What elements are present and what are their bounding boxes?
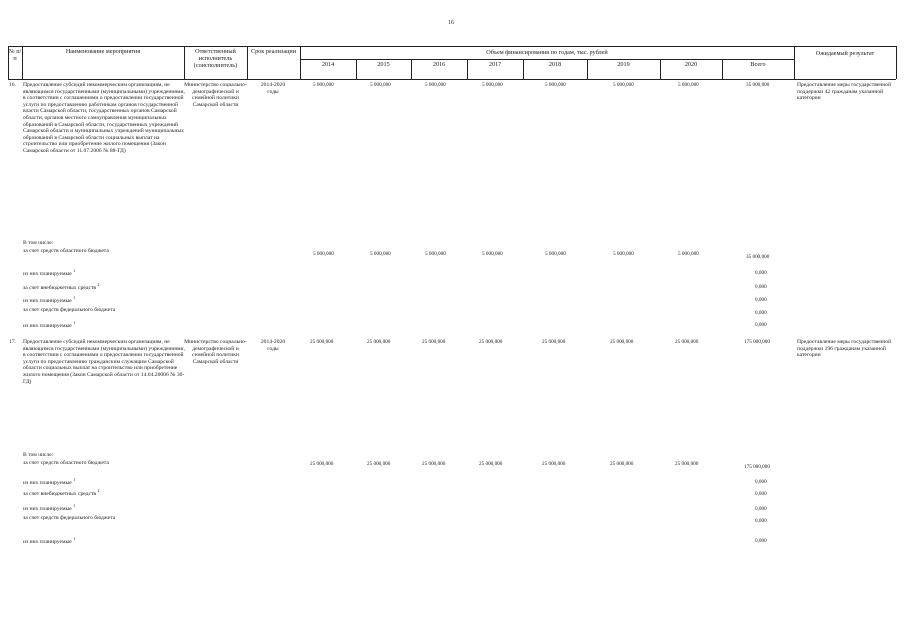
header-year-2016: 2016 <box>432 61 446 68</box>
sub-total: 35 000,000 <box>746 254 770 260</box>
page-number: 16 <box>448 20 454 26</box>
row-value-2015: 5 000,000 <box>370 82 391 88</box>
row-total: 35 000,000 <box>746 82 770 88</box>
sub-value-2014: 5 000,000 <box>313 251 334 257</box>
sub-row-label: из них планируемые $^1$ <box>23 320 76 329</box>
row-value-2014: 25 000,000 <box>310 339 334 345</box>
sub-row-label: из них планируемые $^1$ <box>23 268 76 277</box>
sub-value-2016: 5 000,000 <box>425 251 446 257</box>
row-title: Предоставление субсидий некоммерческим организациям, не являющимся государственными (муниципальными) учреждениями, в соответствии с соглашениями о предоставлении государственной услуги по предоставлению работникам органов государственной власти Самарской области, государственных органов Самарской области, органов местного самоуправления муниципальных образований в Самарской области, государственных учреждений Самарской области и муниципальных учреждений муниципальных образований в Самарской области социальных выплат на строительство или приобретение жилого помещения (Закон Самарской области от 11.07.2006 № 88-ГД) <box>23 82 185 154</box>
sub-value-2016: 25 000,000 <box>422 461 446 467</box>
row-result: Предоставление меры государственной поддержки 196 гражданам указанной категории <box>797 339 892 359</box>
row-value-2014: 5 000,000 <box>313 82 334 88</box>
row-result: Предоставление меры государственной поддержки 42 гражданам указанной категории <box>797 82 892 102</box>
row-value-2017: 5 000,000 <box>482 82 503 88</box>
including-label: В том числе: <box>23 452 54 458</box>
header-year-2018: 2018 <box>548 61 562 68</box>
sub-row-label: за счет средств областного бюджета <box>23 248 109 254</box>
row-value-2019: 25 000,000 <box>610 339 634 345</box>
header-result: Ожидаемый результат <box>815 50 875 57</box>
sub-value-2017: 25 000,000 <box>479 461 503 467</box>
sub-row-label: за счет внебюджетных средств $^2$ <box>23 282 100 291</box>
row-number: 17. <box>9 339 16 345</box>
row-number: 16. <box>9 82 16 88</box>
sub-total: 0,000 <box>755 506 767 512</box>
sub-value-2014: 25 000,000 <box>310 461 334 467</box>
header-num: № п/п <box>8 48 22 62</box>
header-year-2015: 2015 <box>377 61 390 68</box>
sub-row-label: из них планируемые $^1$ <box>23 503 76 512</box>
header-year-2019: 2019 <box>617 61 630 68</box>
header-total: Всего <box>750 61 766 68</box>
sub-value-2018: 5 000,000 <box>545 251 566 257</box>
sub-total: 0,000 <box>755 297 767 303</box>
sub-value-2017: 5 000,000 <box>482 251 503 257</box>
sub-row-label: за счет средств федерального бюджета <box>23 515 116 521</box>
row-value-2019: 5 000,000 <box>613 82 634 88</box>
sub-total: 0,000 <box>755 491 767 497</box>
row-value-2016: 25 000,000 <box>422 339 446 345</box>
sub-row-label: из них планируемые $^1$ <box>23 536 76 545</box>
row-term: 2014-2020 годы <box>260 82 286 95</box>
row-total: 175 000,000 <box>744 339 770 345</box>
sub-total: 175 000,000 <box>744 464 770 470</box>
sub-row-label: за счет средств федерального бюджета <box>23 307 116 313</box>
sub-total: 0,000 <box>755 538 767 544</box>
row-term: 2014-2020 годы <box>260 339 286 352</box>
sub-total: 0,000 <box>755 322 767 328</box>
header-term: Срок реализации <box>250 48 297 55</box>
sub-value-2019: 5 000,000 <box>613 251 634 257</box>
header-responsible: Ответственный исполнитель (соисполнитель) <box>193 48 238 69</box>
row-value-2015: 25 000,000 <box>367 339 391 345</box>
sub-row-label: из них планируемые $^1$ <box>23 477 76 486</box>
header-year-2014: 2014 <box>321 61 335 68</box>
sub-row-label: за счет внебюджетных средств $^2$ <box>23 488 100 497</box>
sub-total: 0,000 <box>755 479 767 485</box>
row-value-2018: 5 000,000 <box>545 82 566 88</box>
including-label: В том числе: <box>23 240 54 246</box>
sub-total: 0,000 <box>755 270 767 276</box>
header-year-2017: 2017 <box>488 61 502 68</box>
row-responsible: Министерство социально-демографической и семейной политики Самарской области <box>184 339 247 365</box>
sub-value-2020: 25 000,000 <box>675 461 699 467</box>
sub-value-2015: 5 000,000 <box>370 251 391 257</box>
row-responsible: Министерство социально-демографической и семейной политики Самарской области <box>184 82 247 108</box>
sub-row-label: из них планируемые $^1$ <box>23 295 76 304</box>
sub-value-2020: 5 000,000 <box>678 251 699 257</box>
header-name: Наименование мероприятия <box>65 48 141 55</box>
row-value-2020: 5 000,000 <box>678 82 699 88</box>
row-value-2016: 5 000,000 <box>425 82 446 88</box>
row-value-2017: 25 000,000 <box>479 339 503 345</box>
sub-total: 0,000 <box>755 310 767 316</box>
sub-row-label: за счет средств областного бюджета <box>23 460 109 466</box>
sub-value-2018: 25 000,000 <box>542 461 566 467</box>
sub-total: 0,000 <box>755 284 767 290</box>
row-value-2018: 25 000,000 <box>542 339 566 345</box>
sub-total: 0,000 <box>755 518 767 524</box>
sub-value-2015: 25 000,000 <box>367 461 391 467</box>
header-year-2020: 2020 <box>684 61 698 68</box>
sub-value-2019: 25 000,000 <box>610 461 634 467</box>
row-title: Предоставление субсидий некоммерческим организациям, не являющимся государственными (муниципальными) учреждениями, в соответствии с соглашениями о предоставлении государственной услуги по предоставлению гражданским служащим Самарской области социальных выплат на строительство или приобретение жилого помещения (Закон Самарской области от 14.04.20006 № 30-ГД) <box>23 339 185 385</box>
header-financing: Объем финансирования по годам, тыс. рублей <box>486 49 608 56</box>
row-value-2020: 25 000,000 <box>675 339 699 345</box>
